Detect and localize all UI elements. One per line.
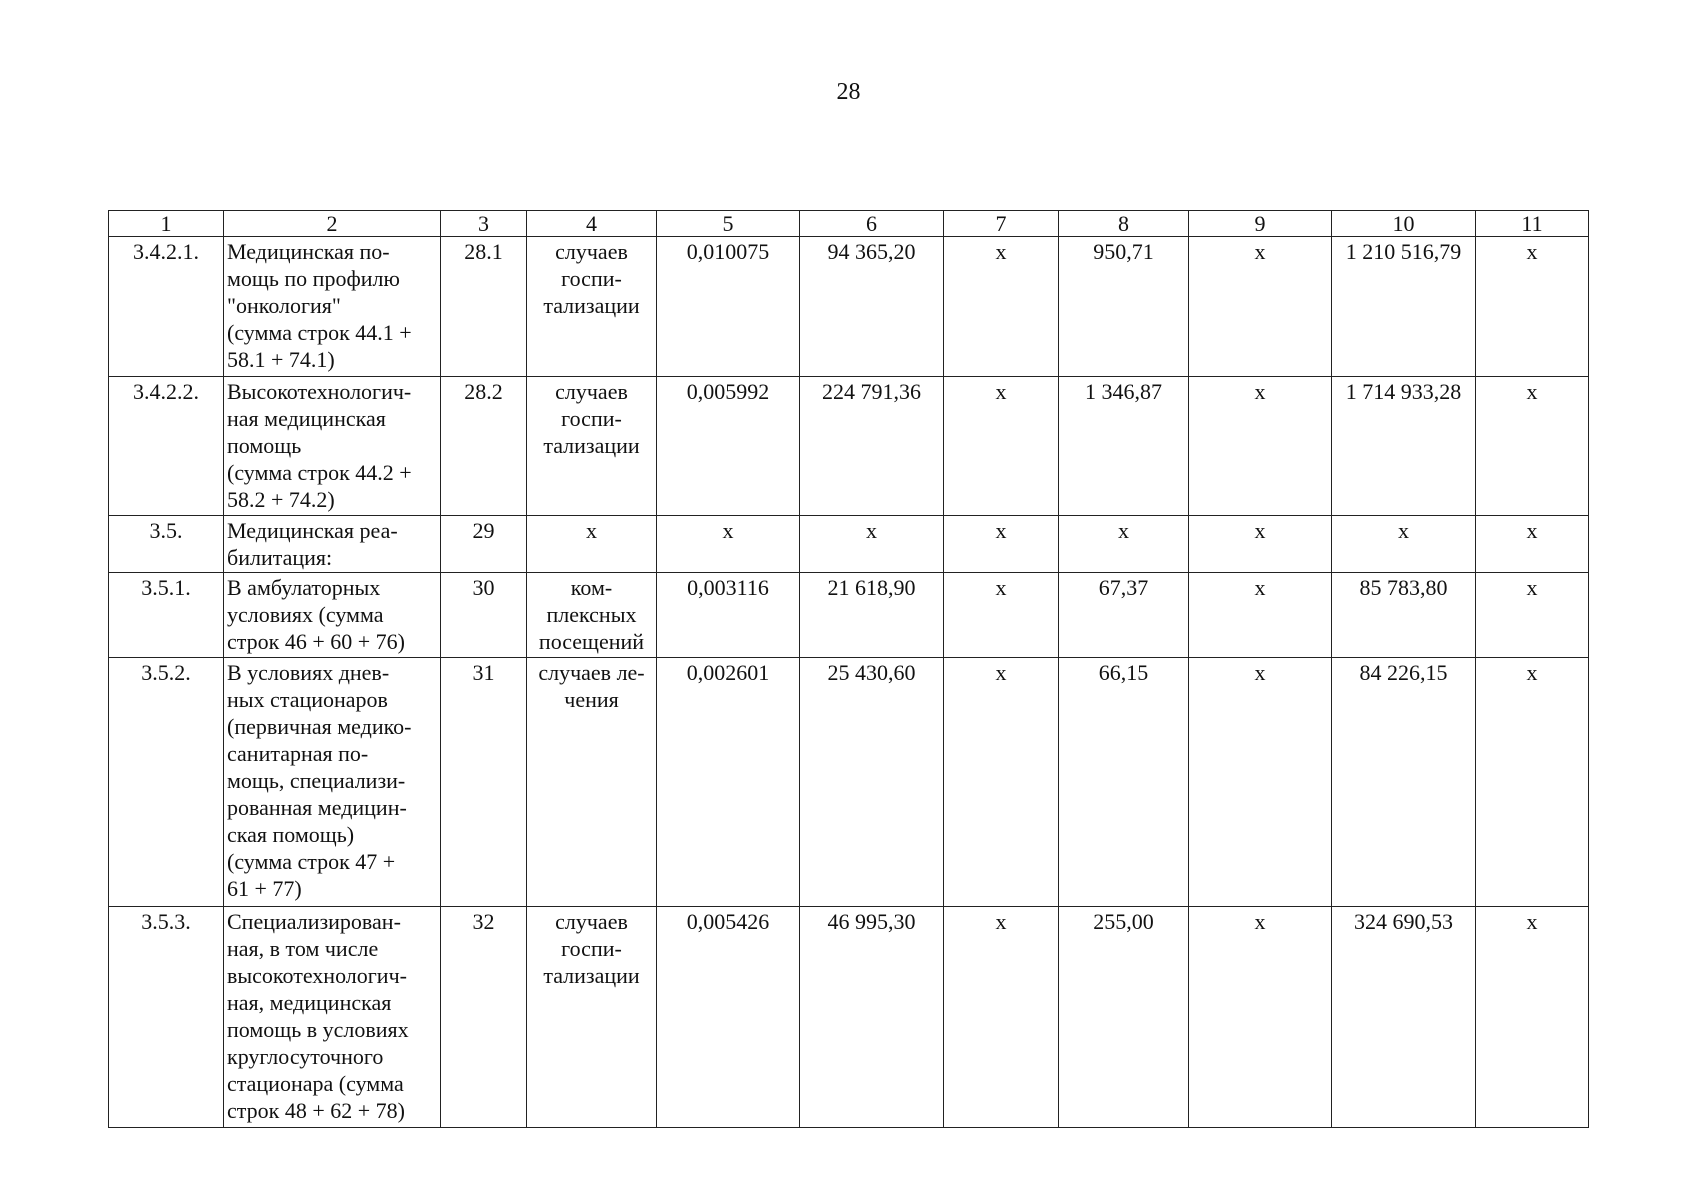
value-cell: 46 995,30 (800, 907, 944, 1128)
value-cell: 1 346,87 (1059, 377, 1189, 516)
value-cell: 255,00 (1059, 907, 1189, 1128)
line-code-cell: 29 (441, 516, 527, 573)
header-row (109, 211, 1589, 237)
row-number-cell: 3.4.2.2. (109, 377, 224, 516)
value-cell: х (1476, 658, 1589, 907)
row-name-cell: В условиях днев- ных стационаров (первичная медико- санитарная по- мощь, специализи- рованная медицин- ская помощь) (сумма строк 47 + 61 + 77) (224, 658, 441, 907)
column-header: 2 (224, 211, 441, 237)
column-header: 7 (944, 211, 1059, 237)
value-cell: 0,005992 (657, 377, 800, 516)
column-header: 5 (657, 211, 800, 237)
column-header: 4 (527, 211, 657, 237)
row-name-cell: В амбулаторных условиях (сумма строк 46 + 60 + 76) (224, 573, 441, 658)
column-header: 3 (441, 211, 527, 237)
row-number-cell: 3.5.1. (109, 573, 224, 658)
value-cell: 0,005426 (657, 907, 800, 1128)
table-row (109, 658, 1589, 907)
value-cell: х (1476, 907, 1589, 1128)
value-cell: х (1059, 516, 1189, 573)
unit-cell: случаев госпи- тализации (527, 377, 657, 516)
line-code-cell: 28.2 (441, 377, 527, 516)
value-cell: 85 783,80 (1332, 573, 1476, 658)
row-number-cell: 3.5.3. (109, 907, 224, 1128)
value-cell: 84 226,15 (1332, 658, 1476, 907)
value-cell: х (944, 573, 1059, 658)
unit-cell: случаев ле- чения (527, 658, 657, 907)
value-cell: х (1476, 237, 1589, 377)
value-cell: х (944, 516, 1059, 573)
row-name-cell: Медицинская реа- билитация: (224, 516, 441, 573)
column-header: 6 (800, 211, 944, 237)
value-cell: х (944, 377, 1059, 516)
value-cell: х (1189, 573, 1332, 658)
value-cell: х (1189, 377, 1332, 516)
value-cell: 67,37 (1059, 573, 1189, 658)
value-cell: 1 714 933,28 (1332, 377, 1476, 516)
column-header: 10 (1332, 211, 1476, 237)
value-cell: 0,003116 (657, 573, 800, 658)
line-code-cell: 30 (441, 573, 527, 658)
value-cell: х (1476, 516, 1589, 573)
value-cell: 950,71 (1059, 237, 1189, 377)
row-name-cell: Высокотехнологич- ная медицинская помощь (сумма строк 44.2 + 58.2 + 74.2) (224, 377, 441, 516)
line-code-cell: 32 (441, 907, 527, 1128)
value-cell: х (944, 237, 1059, 377)
value-cell: 224 791,36 (800, 377, 944, 516)
row-number-cell: 3.5.2. (109, 658, 224, 907)
value-cell: 1 210 516,79 (1332, 237, 1476, 377)
value-cell: 66,15 (1059, 658, 1189, 907)
value-cell: х (1189, 516, 1332, 573)
column-header: 1 (109, 211, 224, 237)
table-row (109, 573, 1589, 658)
value-cell: х (1189, 658, 1332, 907)
unit-cell: случаев госпи- тализации (527, 907, 657, 1128)
value-cell: х (944, 907, 1059, 1128)
value-cell: х (1189, 907, 1332, 1128)
table-row (109, 377, 1589, 516)
table-row (109, 907, 1589, 1128)
value-cell: 21 618,90 (800, 573, 944, 658)
data-table (108, 210, 1589, 1128)
value-cell: х (1476, 377, 1589, 516)
unit-cell: ком- плексных посещений (527, 573, 657, 658)
row-name-cell: Специализирован- ная, в том числе высокотехнологич- ная, медицинская помощь в условиях круглосуточного стационара (сумма строк 48 + 62 + 78) (224, 907, 441, 1128)
value-cell: х (1189, 237, 1332, 377)
value-cell: х (1476, 573, 1589, 658)
column-header: 11 (1476, 211, 1589, 237)
value-cell: х (800, 516, 944, 573)
value-cell: х (1332, 516, 1476, 573)
line-code-cell: 31 (441, 658, 527, 907)
row-name-cell: Медицинская по- мощь по профилю "онкология" (сумма строк 44.1 + 58.1 + 74.1) (224, 237, 441, 377)
line-code-cell: 28.1 (441, 237, 527, 377)
page-number: 28 (836, 79, 861, 105)
unit-cell: х (527, 516, 657, 573)
value-cell: 94 365,20 (800, 237, 944, 377)
value-cell: 0,002601 (657, 658, 800, 907)
value-cell: 25 430,60 (800, 658, 944, 907)
table-row (109, 237, 1589, 377)
column-header: 8 (1059, 211, 1189, 237)
value-cell: 0,010075 (657, 237, 800, 377)
unit-cell: случаев госпи- тализации (527, 237, 657, 377)
row-number-cell: 3.5. (109, 516, 224, 573)
value-cell: х (657, 516, 800, 573)
table-row (109, 516, 1589, 573)
value-cell: 324 690,53 (1332, 907, 1476, 1128)
value-cell: х (944, 658, 1059, 907)
row-number-cell: 3.4.2.1. (109, 237, 224, 377)
column-header: 9 (1189, 211, 1332, 237)
